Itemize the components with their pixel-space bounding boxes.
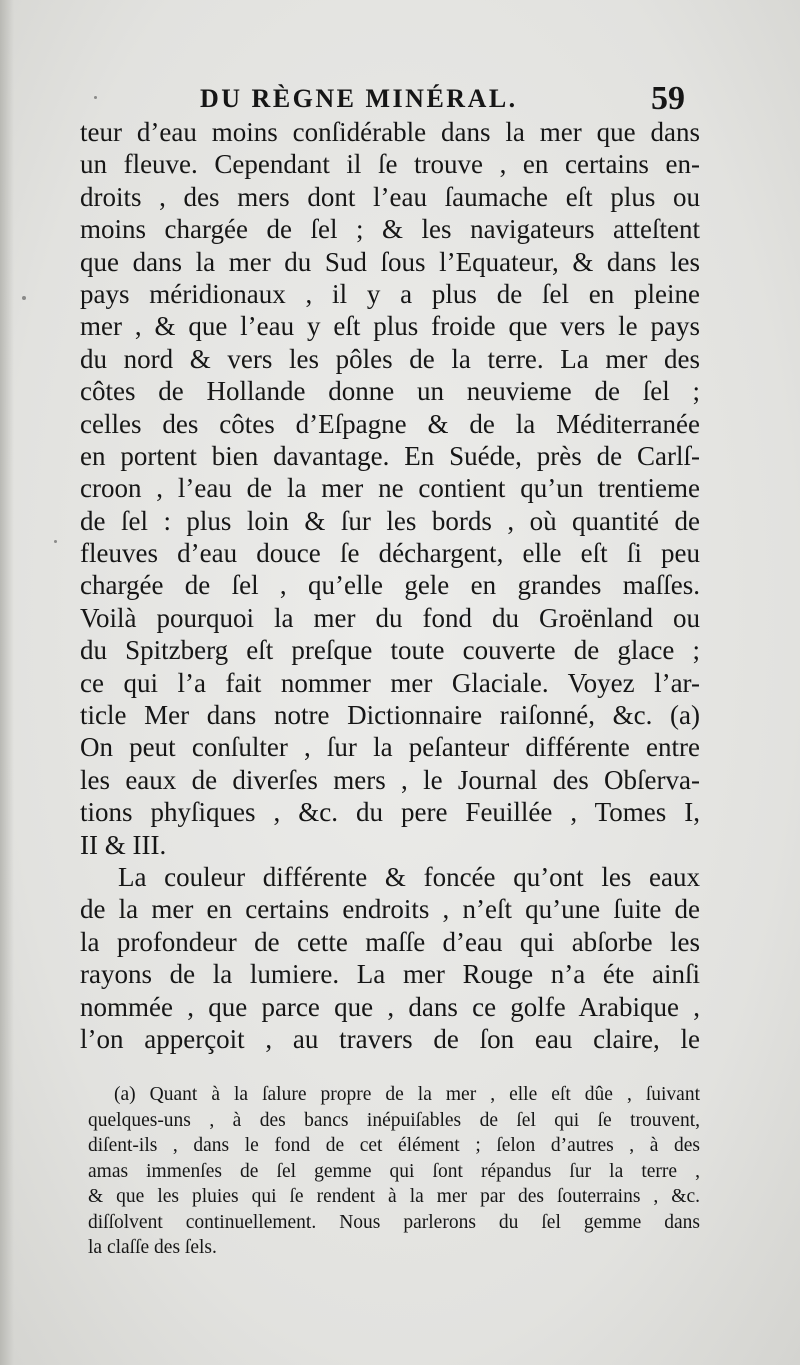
paper-blemish (22, 296, 26, 300)
page-number: 59 (651, 80, 685, 117)
text-line: côtes de Hollande donne un neuvieme de ſel ; (80, 376, 700, 407)
footnote-line: quelques-uns , à des bancs inépuiſables de ſel qui ſe trouvent, (88, 1109, 700, 1131)
text-line: celles des côtes d’Eſpagne & de la Méditerranée (80, 408, 700, 439)
footnote-line: diſſolvent continuellement. Nous parlerons du ſel gemme dans (88, 1211, 700, 1233)
text-line: moins chargée de ſel ; & les navigateurs atteſtent (80, 214, 700, 245)
text-line: pays méridionaux , il y a plus de ſel en pleine (80, 278, 700, 309)
text-line: de ſel : plus loin & ſur les bords , où quantité de (80, 505, 700, 536)
footnote-line: la claſſe des ſels. (88, 1237, 217, 1258)
text-line: mer , & que l’eau y eſt plus froide que vers le pays (80, 311, 700, 342)
text-line: la profondeur de cette maſſe d’eau qui abſorbe les (80, 926, 700, 957)
paper-blemish (94, 96, 97, 99)
text-line: du nord & vers les pôles de la terre. La mer des (80, 343, 700, 374)
text-line: en portent bien davantage. En Suéde, près de Carlſ- (80, 440, 700, 471)
footnote (88, 1082, 700, 1261)
text-line: que dans la mer du Sud ſous l’Equateur, & dans les (80, 246, 700, 277)
text-line: nommée , que parce que , dans ce golfe Arabique , (80, 991, 700, 1022)
text-line: un fleuve. Cependant il ſe trouve , en certains en- (80, 149, 700, 180)
text-line: ticle Mer dans notre Dictionnaire raiſonné, &c. (a) (80, 700, 700, 731)
text-line: croon , l’eau de la mer ne contient qu’un trentieme (80, 473, 700, 504)
running-head: DU RÈGNE MINÉRAL. (200, 84, 518, 113)
text-line: tions phyſiques , &c. du pere Feuillée , Tomes I, (80, 797, 700, 828)
paper-blemish (54, 540, 57, 543)
footnote-line: diſent-ils , dans le fond de cet élément ; ſelon d’autres , à des (88, 1135, 700, 1156)
text-line: teur d’eau moins conſidérable dans la mer que dans (80, 117, 700, 147)
footnote-line: (a) Quant à la ſalure propre de la mer , elle eſt dûe , ſuivant (114, 1084, 700, 1105)
text-line: du Spitzberg eſt preſque toute couverte de glace ; (80, 635, 700, 666)
footnote-line: & que les pluies qui ſe rendent à la mer par des ſouterrains , &c. (88, 1186, 700, 1207)
page-header (200, 82, 685, 116)
body-text (80, 116, 700, 1055)
paragraph-first-line: La couleur différente & foncée qu’ont les eaux (118, 861, 700, 892)
text-line: rayons de la lumiere. La mer Rouge n’a éte ainſi (80, 959, 700, 990)
text-line: les eaux de diverſes mers , le Journal des Obſerva- (80, 764, 700, 795)
text-line: de la mer en certains endroits , n’eſt qu’une ſuite de (80, 894, 700, 925)
text-line: Voilà pourquoi la mer du fond du Groënland ou (80, 602, 700, 633)
text-line: II & III. (80, 829, 167, 860)
text-line: droits , des mers dont l’eau ſaumache eſt plus ou (80, 181, 700, 212)
text-line: chargée de ſel , qu’elle gele en grandes maſſes. (80, 570, 700, 601)
text-line: On peut conſulter , ſur la peſanteur différente entre (80, 732, 700, 763)
footnote-line: amas immenſes de ſel gemme qui ſont répandus ſur la terre , (88, 1160, 700, 1182)
text-line: fleuves d’eau douce ſe déchargent, elle eſt ſi peu (80, 538, 700, 569)
text-line: ce qui l’a fait nommer mer Glaciale. Voyez l’ar- (80, 667, 700, 698)
text-line: l’on apperçoit , au travers de ſon eau claire, le (80, 1023, 700, 1054)
